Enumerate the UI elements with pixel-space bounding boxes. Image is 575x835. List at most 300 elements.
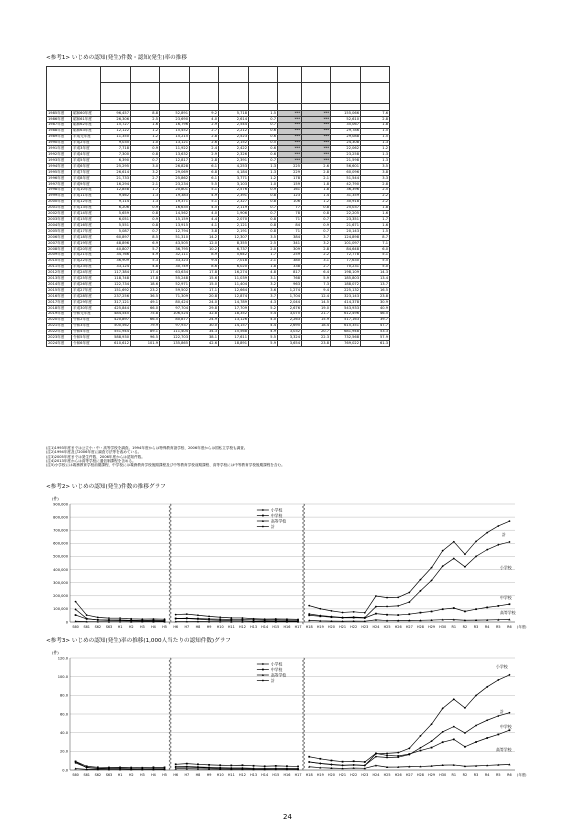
value-cell: 24.0 <box>190 300 219 306</box>
value-cell: 43,505 <box>160 240 190 246</box>
value-cell: 12,664 <box>219 288 249 294</box>
value-cell: 17,611 <box>219 335 249 341</box>
point <box>331 764 333 766</box>
value-cell: 0.8 <box>249 223 278 229</box>
year-cell: 2021年度 <box>47 323 72 329</box>
year-cell: 令和3年度 <box>72 323 101 329</box>
value-cell: 14,157 <box>219 323 249 329</box>
value-cell: 225 <box>278 164 302 170</box>
value-cell: 2,212 <box>219 128 249 134</box>
point <box>353 760 355 762</box>
value-cell: 97,937 <box>160 323 190 329</box>
header-group <box>331 67 361 83</box>
x-tick-label: H7 <box>184 625 190 629</box>
value-cell: 380 <box>278 258 302 264</box>
value-cell: 20,143 <box>331 229 361 235</box>
point <box>186 617 188 619</box>
header-unit <box>302 104 331 111</box>
header-unit <box>278 104 302 111</box>
value-cell: 24,308 <box>331 140 361 146</box>
value-cell: 5.9 <box>249 341 278 347</box>
value-cell: 9,035 <box>101 140 131 146</box>
note-line: (注4)2013年度からは高等学校に通信制課程を含める。 <box>46 458 136 463</box>
point <box>230 617 232 619</box>
value-cell: 612,496 <box>331 311 361 317</box>
year-cell: 2003年度 <box>47 217 72 223</box>
header-sub <box>101 83 131 104</box>
year-cell: 昭和60年度 <box>72 111 101 117</box>
point <box>431 611 433 613</box>
point <box>197 763 199 765</box>
value-cell: 0.7 <box>249 205 278 211</box>
value-cell: 17,709 <box>219 305 249 311</box>
value-cell: 15,568 <box>219 329 249 335</box>
value-cell: 7,718 <box>101 146 131 152</box>
value-cell: 1.2 <box>131 128 160 134</box>
value-cell: 60,096 <box>331 170 361 176</box>
x-tick-label: H10 <box>216 773 224 777</box>
x-tick-label: H20 <box>328 625 335 629</box>
point <box>464 746 466 748</box>
value-cell: 4.8 <box>131 264 160 270</box>
legend-label: 小学校 <box>270 507 283 513</box>
point <box>420 612 422 614</box>
year-cell: 平成27年度 <box>72 288 101 294</box>
x-tick-label: H12 <box>239 625 246 629</box>
x-tick-label: R4 <box>484 625 490 629</box>
chart2-title: <参考2> いじめの認知(発生)件数の推移グラフ <box>46 484 166 490</box>
value-cell: 33,323 <box>160 258 190 264</box>
point <box>442 550 444 552</box>
value-cell: 5.5 <box>190 181 219 187</box>
value-cell: 79.9 <box>131 323 160 329</box>
value-cell: 20.8 <box>190 294 219 300</box>
value-cell: 7.1 <box>361 240 390 246</box>
value-cell: 4.0 <box>249 317 278 323</box>
point <box>497 525 499 527</box>
value-cell: 19.0 <box>302 305 331 311</box>
point <box>75 614 77 616</box>
value-cell: 2.5 <box>131 116 160 122</box>
year-cell: 2009年度 <box>47 252 72 258</box>
value-cell: 2,391 <box>219 193 249 199</box>
value-cell: 323,143 <box>331 294 361 300</box>
value-cell: 1.2 <box>249 175 278 181</box>
value-cell: 3.1 <box>249 276 278 282</box>
value-cell: 13,915 <box>160 223 190 229</box>
series-annotation: 計 <box>500 709 504 714</box>
year-cell: 令和2年度 <box>72 317 101 323</box>
value-cell: 425,844 <box>101 305 131 311</box>
year-cell: 平成10年度 <box>72 187 101 193</box>
value-cell: 14.3 <box>361 270 390 276</box>
value-cell: 414,378 <box>331 300 361 306</box>
value-cell: 6.1 <box>190 175 219 181</box>
value-cell: 1.6 <box>361 211 390 217</box>
note-line: (注5)小学校には義務教育学校前期課程、中学校には義務教育学校後期課程及び中等教育学校前期課程、高等学校には中等教育学校後期課程を含む。 <box>46 463 285 468</box>
point <box>253 618 255 620</box>
value-cell: 80,424 <box>160 300 190 306</box>
value-cell: 0.7 <box>131 229 160 235</box>
point <box>175 766 177 768</box>
x-tick-label: H8 <box>195 625 201 629</box>
value-cell: 23.8 <box>302 341 331 347</box>
value-cell: 12.4 <box>302 294 331 300</box>
value-cell: 52,610 <box>331 116 361 122</box>
point <box>364 761 366 763</box>
value-cell: 5.5 <box>249 335 278 341</box>
year-cell: 平成17年度 <box>72 229 101 235</box>
value-cell: 0.9 <box>131 205 160 211</box>
x-tick-label: H19 <box>316 625 324 629</box>
point <box>508 674 510 676</box>
year-cell: 2010年度 <box>47 258 72 264</box>
value-cell: 2.9 <box>190 122 219 128</box>
point <box>442 608 444 610</box>
value-cell: 3,032 <box>278 329 302 335</box>
point <box>331 616 333 618</box>
value-cell: *** <box>278 134 302 140</box>
year-cell: 1988年度 <box>47 128 72 134</box>
legend-marker <box>262 669 264 671</box>
series-annotation: 計 <box>502 532 506 537</box>
value-cell: 6.8 <box>190 170 219 176</box>
value-cell: 317,121 <box>101 300 131 306</box>
value-cell: 8,355 <box>219 240 249 246</box>
value-cell: 4.5 <box>190 205 219 211</box>
value-cell: 0.7 <box>249 158 278 164</box>
header-unit <box>101 104 131 111</box>
year-cell: 2007年度 <box>47 240 72 246</box>
value-cell: 4.4 <box>249 323 278 329</box>
legend-marker <box>262 663 264 665</box>
value-cell: 72,778 <box>331 252 361 258</box>
point <box>408 613 410 615</box>
x-tick-label: H27 <box>405 773 413 777</box>
x-tick-label: H23 <box>361 625 369 629</box>
value-cell: 77,630 <box>331 258 361 264</box>
point <box>253 767 255 769</box>
value-cell: 16,796 <box>160 122 190 128</box>
value-cell: 1.4 <box>302 193 331 199</box>
value-cell: 77 <box>278 205 302 211</box>
value-cell: 106,524 <box>160 311 190 317</box>
x-tick-label: H10 <box>216 625 224 629</box>
value-cell: 0.7 <box>249 122 278 128</box>
value-cell: 8.9 <box>190 252 219 258</box>
value-cell: 1.3 <box>249 170 278 176</box>
value-cell: 70,231 <box>331 264 361 270</box>
chart-svg <box>40 494 540 634</box>
point <box>86 767 88 769</box>
value-cell: 2,614 <box>219 116 249 122</box>
point <box>219 764 221 766</box>
value-cell: 0.9 <box>249 187 278 193</box>
header-year <box>47 67 101 111</box>
x-tick-label: S63 <box>105 773 113 777</box>
value-cell: 101.9 <box>131 341 160 347</box>
x-tick-label: H3 <box>139 625 145 629</box>
year-cell: 2023年度 <box>47 335 72 341</box>
value-cell: 1.3 <box>249 164 278 170</box>
header-sub <box>361 83 390 104</box>
point <box>509 729 511 731</box>
point <box>364 617 366 619</box>
point <box>420 750 422 752</box>
year-cell: 2024年度 <box>47 341 72 347</box>
x-tick-label: R2 <box>462 625 468 629</box>
value-cell: 6,390 <box>101 158 131 164</box>
point <box>342 764 344 766</box>
value-cell: 13,632 <box>160 152 190 158</box>
value-cell: 161 <box>278 187 302 193</box>
year-cell: 平成16年度 <box>72 223 101 229</box>
value-cell: 12.0 <box>190 240 219 246</box>
value-cell: 4.0 <box>190 116 219 122</box>
header-unit <box>331 104 361 111</box>
value-cell: 39.7 <box>361 317 390 323</box>
point <box>119 617 121 619</box>
year-cell: 平成22年度 <box>72 258 101 264</box>
note-line: (注2)1994年度及び2006年度に調査方法等を改めている。 <box>46 450 142 455</box>
value-cell: 3.2 <box>131 170 160 176</box>
header-group <box>219 67 249 83</box>
header-group <box>131 67 160 83</box>
legend-marker <box>262 509 264 511</box>
value-cell: 681,948 <box>331 329 361 335</box>
series-line-計 <box>76 602 165 619</box>
value-cell: 20,801 <box>160 187 190 193</box>
point <box>375 756 377 758</box>
y-tick-label: 800,000 <box>53 515 68 520</box>
value-cell: 12,794 <box>160 229 190 235</box>
year-cell: 1985年度 <box>47 111 72 117</box>
value-cell: 1.5 <box>361 128 390 134</box>
point <box>186 766 188 768</box>
point <box>286 768 288 770</box>
value-cell: 53.3 <box>361 329 390 335</box>
value-cell: 155,066 <box>331 111 361 117</box>
x-tick-label: S62 <box>94 625 102 629</box>
value-cell: 7.6 <box>361 111 390 117</box>
table-header-row <box>47 67 390 83</box>
value-cell: 1.2 <box>361 146 390 152</box>
year-cell: 令和元年度 <box>72 311 101 317</box>
value-cell: 60,897 <box>101 235 131 241</box>
value-cell: 2.6 <box>190 140 219 146</box>
value-cell: 0.5 <box>249 140 278 146</box>
point <box>286 765 288 767</box>
value-cell: 21.7 <box>302 311 331 317</box>
x-tick-label: H6 <box>173 773 179 777</box>
year-cell: 平成20年度 <box>72 246 101 252</box>
value-cell: 16.5 <box>361 288 390 294</box>
series-line-計 <box>309 713 509 766</box>
value-cell: 1.5 <box>361 134 390 140</box>
value-cell: 543,933 <box>331 305 361 311</box>
value-cell: 2,191 <box>219 229 249 235</box>
point <box>275 765 277 767</box>
value-cell: 11,922 <box>160 146 190 152</box>
value-cell: 1,704 <box>278 294 302 300</box>
year-cell: 昭和61年度 <box>72 116 101 122</box>
value-cell: 1.8 <box>302 187 331 193</box>
point <box>197 614 199 616</box>
x-tick-label: R3 <box>473 773 479 777</box>
value-cell: 5.1 <box>361 252 390 258</box>
point <box>397 605 399 607</box>
value-cell: 4.3 <box>249 300 278 306</box>
x-tick-label: H15 <box>272 625 280 629</box>
x-tick-label: H30 <box>439 625 447 629</box>
value-cell: 36,795 <box>160 246 190 252</box>
value-cell: 51,544 <box>331 175 361 181</box>
value-cell: 80,877 <box>160 317 190 323</box>
value-cell: 84,648 <box>331 246 361 252</box>
point <box>464 611 466 613</box>
x-tick-label: H26 <box>394 773 402 777</box>
year-cell: 1999年度 <box>47 193 72 199</box>
value-cell: 14,789 <box>219 300 249 306</box>
x-tick-label: H17 <box>294 773 302 777</box>
x-tick-label: H18 <box>305 773 313 777</box>
value-cell: 26,614 <box>101 170 131 176</box>
value-cell: 5.5 <box>361 258 390 264</box>
point <box>475 725 477 727</box>
point <box>242 764 244 766</box>
value-cell: 2.2 <box>361 199 390 205</box>
year-cell: 平成24年度 <box>72 270 101 276</box>
value-cell: 0.7 <box>249 116 278 122</box>
value-cell: 135,865 <box>160 341 190 347</box>
x-axis-label: (年度) <box>517 773 527 777</box>
year-cell: 2020年度 <box>47 317 72 323</box>
value-cell: 1,274 <box>278 288 302 294</box>
point <box>486 719 488 721</box>
value-cell: 0.8 <box>131 223 160 229</box>
point <box>364 764 366 766</box>
point <box>408 592 410 594</box>
value-cell: 22,205 <box>331 211 361 217</box>
value-cell: 384 <box>278 235 302 241</box>
year-cell: 平成12年度 <box>72 199 101 205</box>
year-cell: 2012年度 <box>47 270 72 276</box>
value-cell: 0.9 <box>131 217 160 223</box>
value-cell: 1.8 <box>249 264 278 270</box>
value-cell: 0.8 <box>302 211 331 217</box>
y-tick-label: 0.0 <box>62 768 68 773</box>
header-group <box>249 67 278 83</box>
value-cell: 23.2 <box>131 288 160 294</box>
value-cell: 0.9 <box>302 223 331 229</box>
value-cell: 2,422 <box>219 146 249 152</box>
value-cell: 12,307 <box>219 235 249 241</box>
x-tick-label: H11 <box>227 625 235 629</box>
x-tick-label: H21 <box>339 625 346 629</box>
value-cell: 0.8 <box>249 217 278 223</box>
value-cell: 2.5 <box>249 240 278 246</box>
value-cell: 484,545 <box>101 311 131 317</box>
point <box>464 732 466 734</box>
point <box>342 612 344 614</box>
point <box>197 766 199 768</box>
value-cell: 1.2 <box>302 199 331 205</box>
value-cell: 6,737 <box>219 246 249 252</box>
value-cell: 3.2 <box>249 282 278 288</box>
value-cell: 151,692 <box>101 288 131 294</box>
header-sub <box>249 83 278 104</box>
value-cell: 5,551 <box>101 223 131 229</box>
value-cell: 500,562 <box>101 323 131 329</box>
point <box>475 741 477 743</box>
value-cell: 1.5 <box>249 111 278 117</box>
value-cell: 61.3 <box>361 341 390 347</box>
x-tick-label: H19 <box>316 773 324 777</box>
x-tick-label: H14 <box>261 625 269 629</box>
y-tick-label: 40.0 <box>59 730 68 735</box>
value-cell: 14.2 <box>190 235 219 241</box>
value-cell: *** <box>302 111 331 117</box>
x-tick-label: R6 <box>507 773 512 777</box>
value-cell: 23,258 <box>331 152 361 158</box>
point <box>319 762 321 764</box>
value-cell: 2.8 <box>302 246 331 252</box>
value-cell: 24.9 <box>190 317 219 323</box>
value-cell: 2,523 <box>219 134 249 140</box>
point <box>75 762 77 764</box>
year-cell: 平成9年度 <box>72 181 101 187</box>
point <box>175 763 177 765</box>
value-cell: 5.1 <box>190 199 219 205</box>
value-cell: 5,718 <box>219 111 249 117</box>
point <box>308 605 310 607</box>
value-cell: 23.8 <box>361 294 390 300</box>
year-cell: 2019年度 <box>47 311 72 317</box>
y-tick-label: 400,000 <box>53 567 68 572</box>
x-tick-label: S61 <box>83 773 90 777</box>
value-cell: 0.6 <box>249 128 278 134</box>
value-cell: 42.6 <box>190 341 219 347</box>
year-cell: 2013年度 <box>47 276 72 282</box>
y-tick-label: 200,000 <box>53 594 68 599</box>
point <box>508 541 510 543</box>
value-cell: 178 <box>278 175 302 181</box>
point <box>319 615 321 617</box>
header-unit <box>219 104 249 111</box>
y-tick-label: 20.0 <box>59 749 68 754</box>
value-cell: 11,350 <box>101 134 131 140</box>
value-cell: 11,404 <box>219 282 249 288</box>
value-cell: 1.7 <box>361 217 390 223</box>
x-tick-label: H23 <box>361 773 369 777</box>
x-tick-label: R3 <box>473 625 479 629</box>
point <box>108 768 110 770</box>
year-cell: 2015年度 <box>47 288 72 294</box>
point <box>275 618 277 620</box>
value-cell: 9.4 <box>302 288 331 294</box>
x-tick-label: S62 <box>94 773 102 777</box>
value-cell: 13,126 <box>219 317 249 323</box>
value-cell: 338 <box>278 264 302 270</box>
value-cell: 2.2 <box>361 193 390 199</box>
legend-marker <box>262 680 264 682</box>
value-cell: 3.3 <box>361 175 390 181</box>
header-sub <box>219 83 249 104</box>
point <box>342 761 344 763</box>
year-cell: 2016年度 <box>47 294 72 300</box>
header-group <box>101 67 131 83</box>
value-cell: 6,020 <box>219 264 249 270</box>
